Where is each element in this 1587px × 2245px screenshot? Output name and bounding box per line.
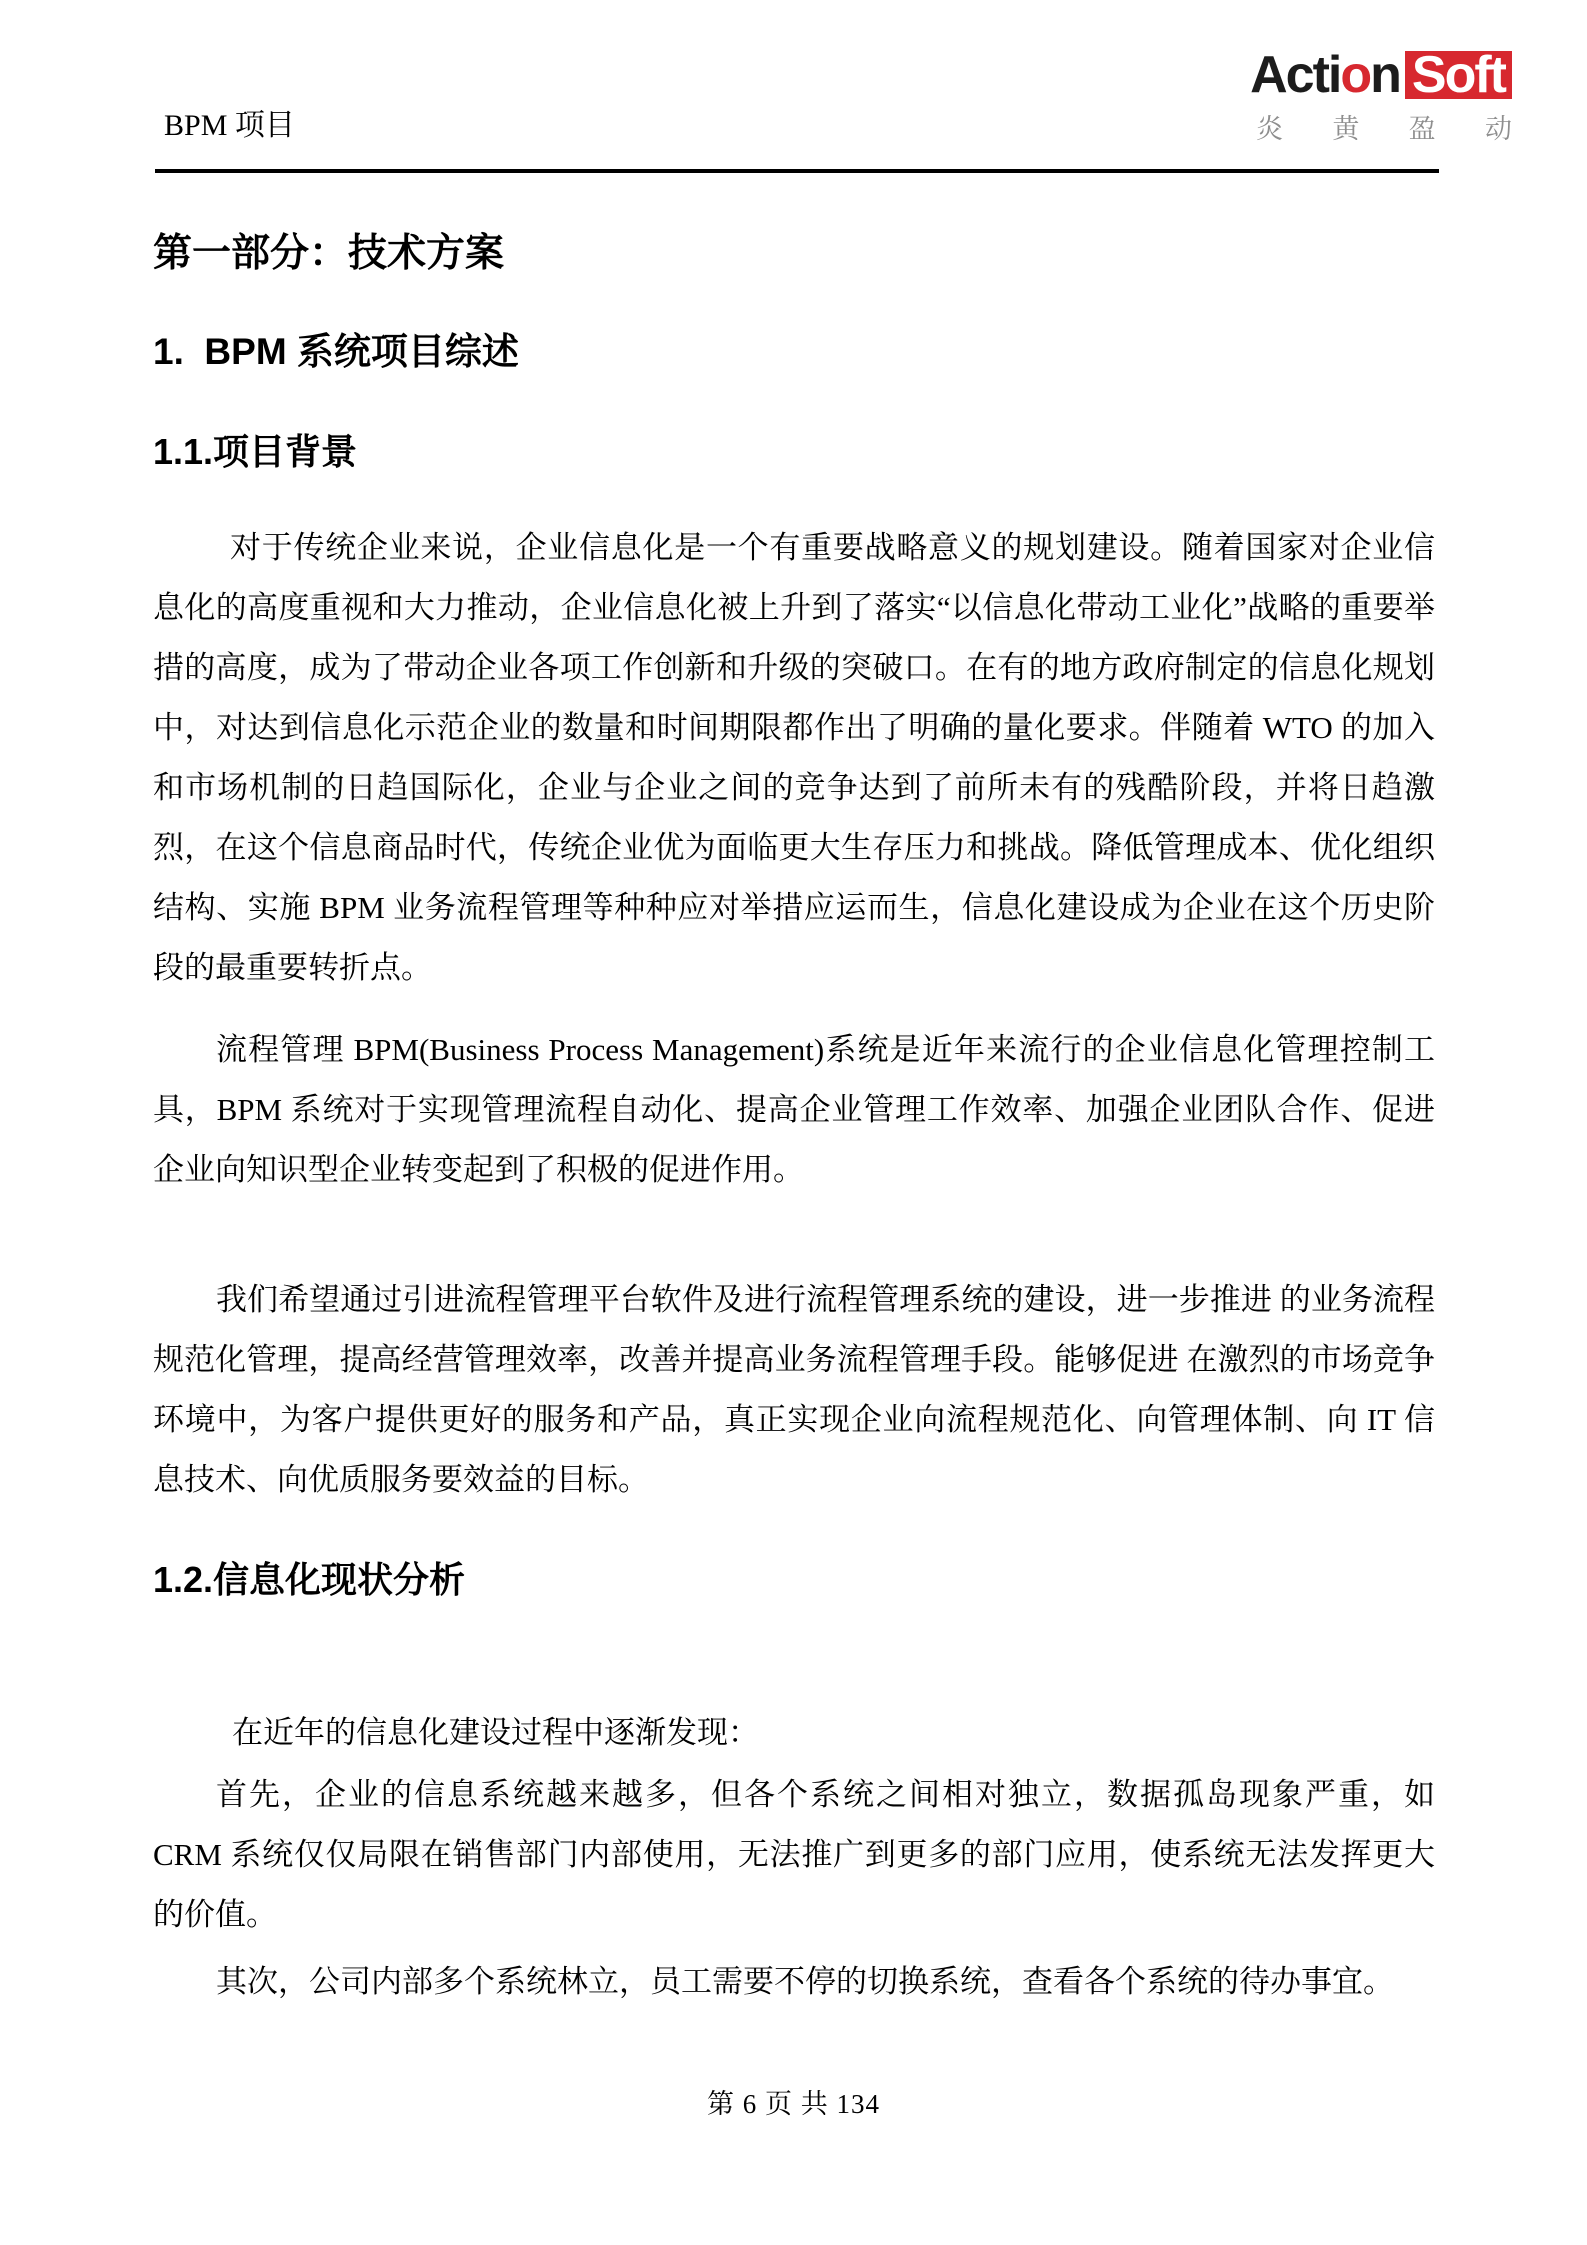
part-title: 第一部分：技术方案 [153, 232, 505, 275]
paragraph-status-second: 其次，公司内部多个系统林立，员工需要不停的切换系统，查看各个系统的待办事宜。 [216, 1964, 1394, 1999]
section-1-1-heading: 1.1.项目背景 [153, 431, 358, 472]
section-1-heading: 1. BPM 系统项目综述 [153, 331, 519, 372]
logo-text-soft: Soft [1411, 46, 1505, 104]
logo-tagline [1256, 107, 1512, 146]
paragraph-status-intro: 在近年的信息化建设过程中逐渐发现： [232, 1715, 759, 1750]
logo-text-n: n [1370, 46, 1400, 104]
document-body [153, 210, 1435, 2012]
paragraph-project-background-1: 对于传统企业来说，企业信息化是一个有重要战略意义的规划建设。随着国家对企业信息化的高度重视和大力推动，企业信息化被上升到了落实“以信息化带动工业化”战略的重要举措的高度，成为了带动企业各项工作创新和升级的突破口。在有的地方政府制定的信息化规划中，对达到信息化示范企业的数量和时间期限都作出了明确的量化要求。伴随着 WTO 的加入和市场机制的日趋国际化，企业与企业之间的竞争达到了前所未有的残酷阶段，并将日趋激烈，在这个信息商品时代，传统企业优为面临更大生存压力和挑战。降低管理成本、优化组织结构、实施 BPM 业务流程管理等种种应对举措应运而生，信息化建设成为企业在这个历史阶段的最重要转折点。 [153, 530, 1435, 985]
logo-tagline-char: 动 [1484, 114, 1512, 144]
logo-tagline-char: 盈 [1408, 114, 1436, 144]
paragraph-project-background-2: 流程管理 BPM(Business Process Management)系统是近年来流行的企业信息化管理控制工具，BPM 系统对于实现管理流程自动化、提高企业管理工作效率、加强企业团队合作、促进企业向知识型企业转变起到了积极的促进作用。 [153, 1032, 1435, 1187]
logo-text-acti: Acti [1250, 46, 1341, 104]
paragraph-status-first: 首先，企业的信息系统越来越多，但各个系统之间相对独立，数据孤岛现象严重，如 CRM 系统仅仅局限在销售部门内部使用，无法推广到更多的部门应用，使系统无法发挥更大的价值。 [153, 1777, 1435, 1932]
paragraph-project-background-3: 我们希望通过引进流程管理平台软件及进行流程管理系统的建设，进一步推进 的业务流程规范化管理，提高经营管理效率，改善并提高业务流程管理手段。能够促进 在激烈的市场竞争环境中，为客户提供更好的服务和产品，真正实现企业向流程规范化、向管理体制、向 IT 信息技术、向优质服务要效益的目标。 [153, 1282, 1435, 1497]
logo-soft-red-box [1405, 46, 1512, 104]
logo-tagline-char: 炎 [1256, 114, 1283, 144]
actionsoft-logo [1250, 46, 1512, 146]
header-divider [155, 169, 1439, 173]
actionsoft-logo-wordmark [1250, 46, 1512, 104]
logo-tagline-char: 黄 [1332, 114, 1360, 144]
page-number: 第 6 页 共 134 [707, 2089, 880, 2119]
logo-red-o: o [1340, 46, 1371, 104]
section-1-2-heading: 1.2.信息化现状分析 [153, 1559, 466, 1600]
header-doc-label: BPM 项目 [164, 109, 295, 142]
